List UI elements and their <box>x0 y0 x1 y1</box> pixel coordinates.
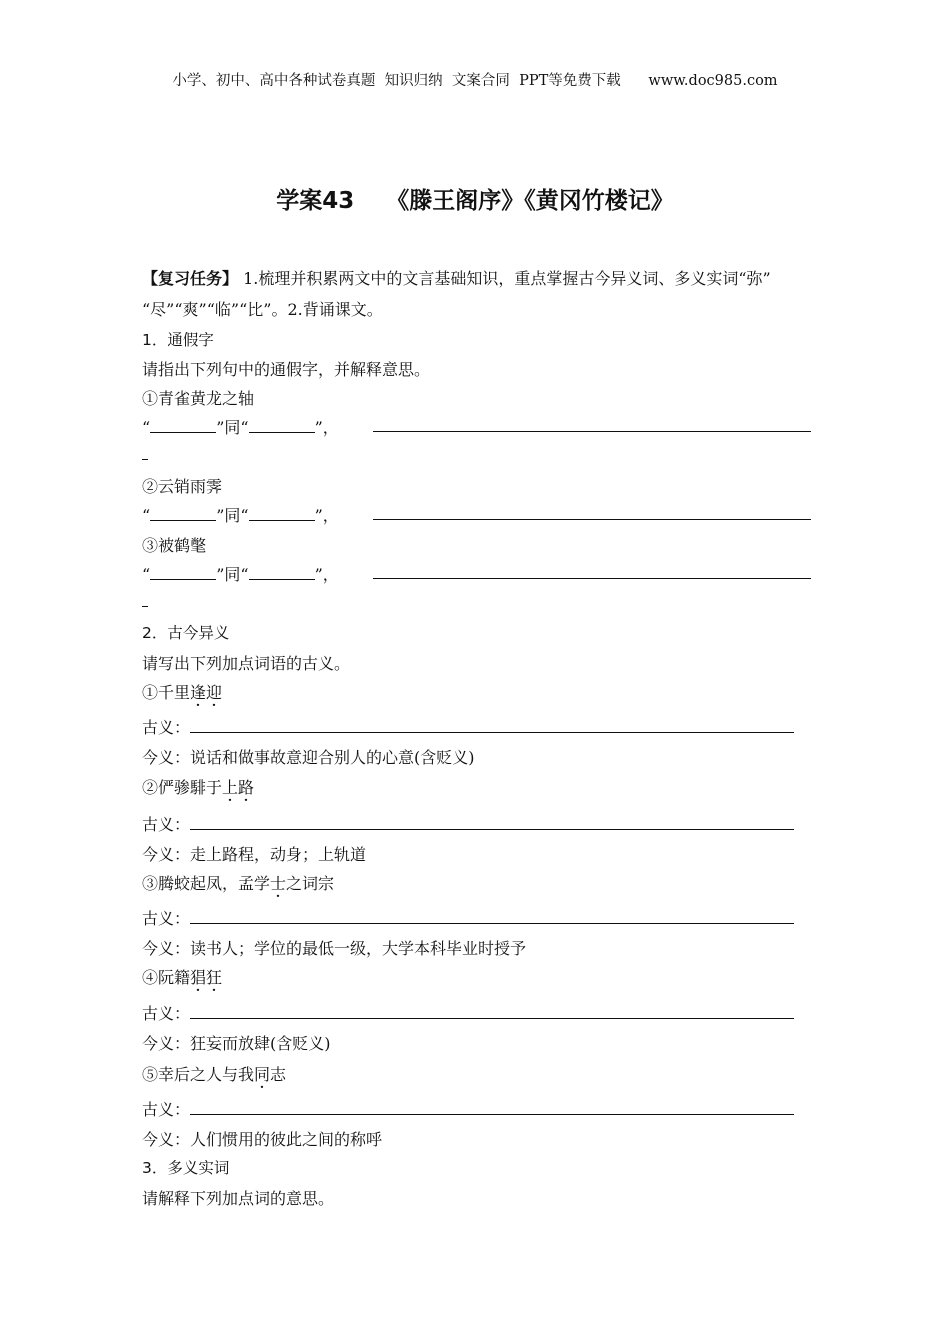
tongjia-item-2: ②云销雨霁 <box>142 477 223 496</box>
jin-meaning-4: 今义：狂妄而放肆(含贬义) <box>142 1034 331 1053</box>
tongjia-answer-row-1: “ ”同“ ”， <box>142 418 339 437</box>
gu-label: 古义： <box>142 718 191 737</box>
tongjia-answer-row-3: “ ”同“ ”， <box>142 565 339 584</box>
jin-meaning-3: 今义：读书人；学位的最低一级，大学本科毕业时授予 <box>142 939 527 958</box>
review-task-label: 【复习任务】 <box>142 269 239 288</box>
page-header: 小学、初中、高中各种试卷真题 知识归纳 文案合同 PPT等免费下载 www.doc985.com <box>172 73 778 89</box>
section-1-heading: 1．通假字 <box>142 331 214 349</box>
gu-label: 古义： <box>142 909 191 928</box>
meaning-blank-2[interactable] <box>373 519 811 520</box>
gu-label: 古义： <box>142 1004 191 1023</box>
section-3-instruction: 请解释下列加点词的意思。 <box>142 1189 335 1208</box>
section-3-heading: 3．多义实词 <box>142 1159 230 1177</box>
gu-answer-blank-3[interactable] <box>190 923 794 924</box>
review-task-line-1: 【复习任务】 1.梳理并积累两文中的文言基础知识，重点掌握古今异义词、多义实词“弥” <box>142 269 771 288</box>
meaning-blank-1[interactable] <box>373 431 811 432</box>
blank-standard-char[interactable] <box>249 418 315 433</box>
jin-meaning-5: 今义：人们惯用的彼此之间的称呼 <box>142 1130 383 1149</box>
gujin-item-3: ③腾蛟起凤，孟学士之词宗 <box>142 874 335 893</box>
jin-meaning-1: 今义：说话和做事故意迎合别人的心意(含贬义) <box>142 748 475 767</box>
section-1-instruction: 请指出下列句中的通假字，并解释意思。 <box>142 360 431 379</box>
review-task-line-2: “尽”“爽”“临”“比”。2.背诵课文。 <box>142 300 383 319</box>
line-overflow-mark <box>142 606 148 607</box>
gujin-item-5: ⑤幸后之人与我同志 <box>142 1065 287 1084</box>
blank-standard-char[interactable] <box>249 506 315 521</box>
gu-answer-blank-1[interactable] <box>190 732 794 733</box>
gu-answer-blank-4[interactable] <box>190 1018 794 1019</box>
section-2-instruction: 请写出下列加点词语的古义。 <box>142 654 351 673</box>
gujin-item-2: ②俨骖騑于上路 <box>142 778 255 797</box>
tongjia-item-3: ③被鹤氅 <box>142 536 207 555</box>
page-title: 学案43 《滕王阁序》《黄冈竹楼记》 <box>276 188 674 214</box>
tongjia-answer-row-2: “ ”同“ ”， <box>142 506 339 525</box>
jin-meaning-2: 今义：走上路程，动身；上轨道 <box>142 845 367 864</box>
meaning-blank-3[interactable] <box>373 578 811 579</box>
section-2-heading: 2．古今异义 <box>142 624 230 642</box>
blank-standard-char[interactable] <box>249 565 315 580</box>
tongjia-item-1: ①青雀黄龙之轴 <box>142 389 255 408</box>
gu-answer-blank-2[interactable] <box>190 829 794 830</box>
gujin-item-1: ①千里逢迎 <box>142 683 223 702</box>
blank-original-char[interactable] <box>150 565 216 580</box>
gu-answer-blank-5[interactable] <box>190 1114 794 1115</box>
gu-label: 古义： <box>142 1100 191 1119</box>
blank-original-char[interactable] <box>150 506 216 521</box>
gu-label: 古义： <box>142 815 191 834</box>
gujin-item-4: ④阮籍猖狂 <box>142 968 223 987</box>
blank-original-char[interactable] <box>150 418 216 433</box>
line-overflow-mark <box>142 459 148 460</box>
